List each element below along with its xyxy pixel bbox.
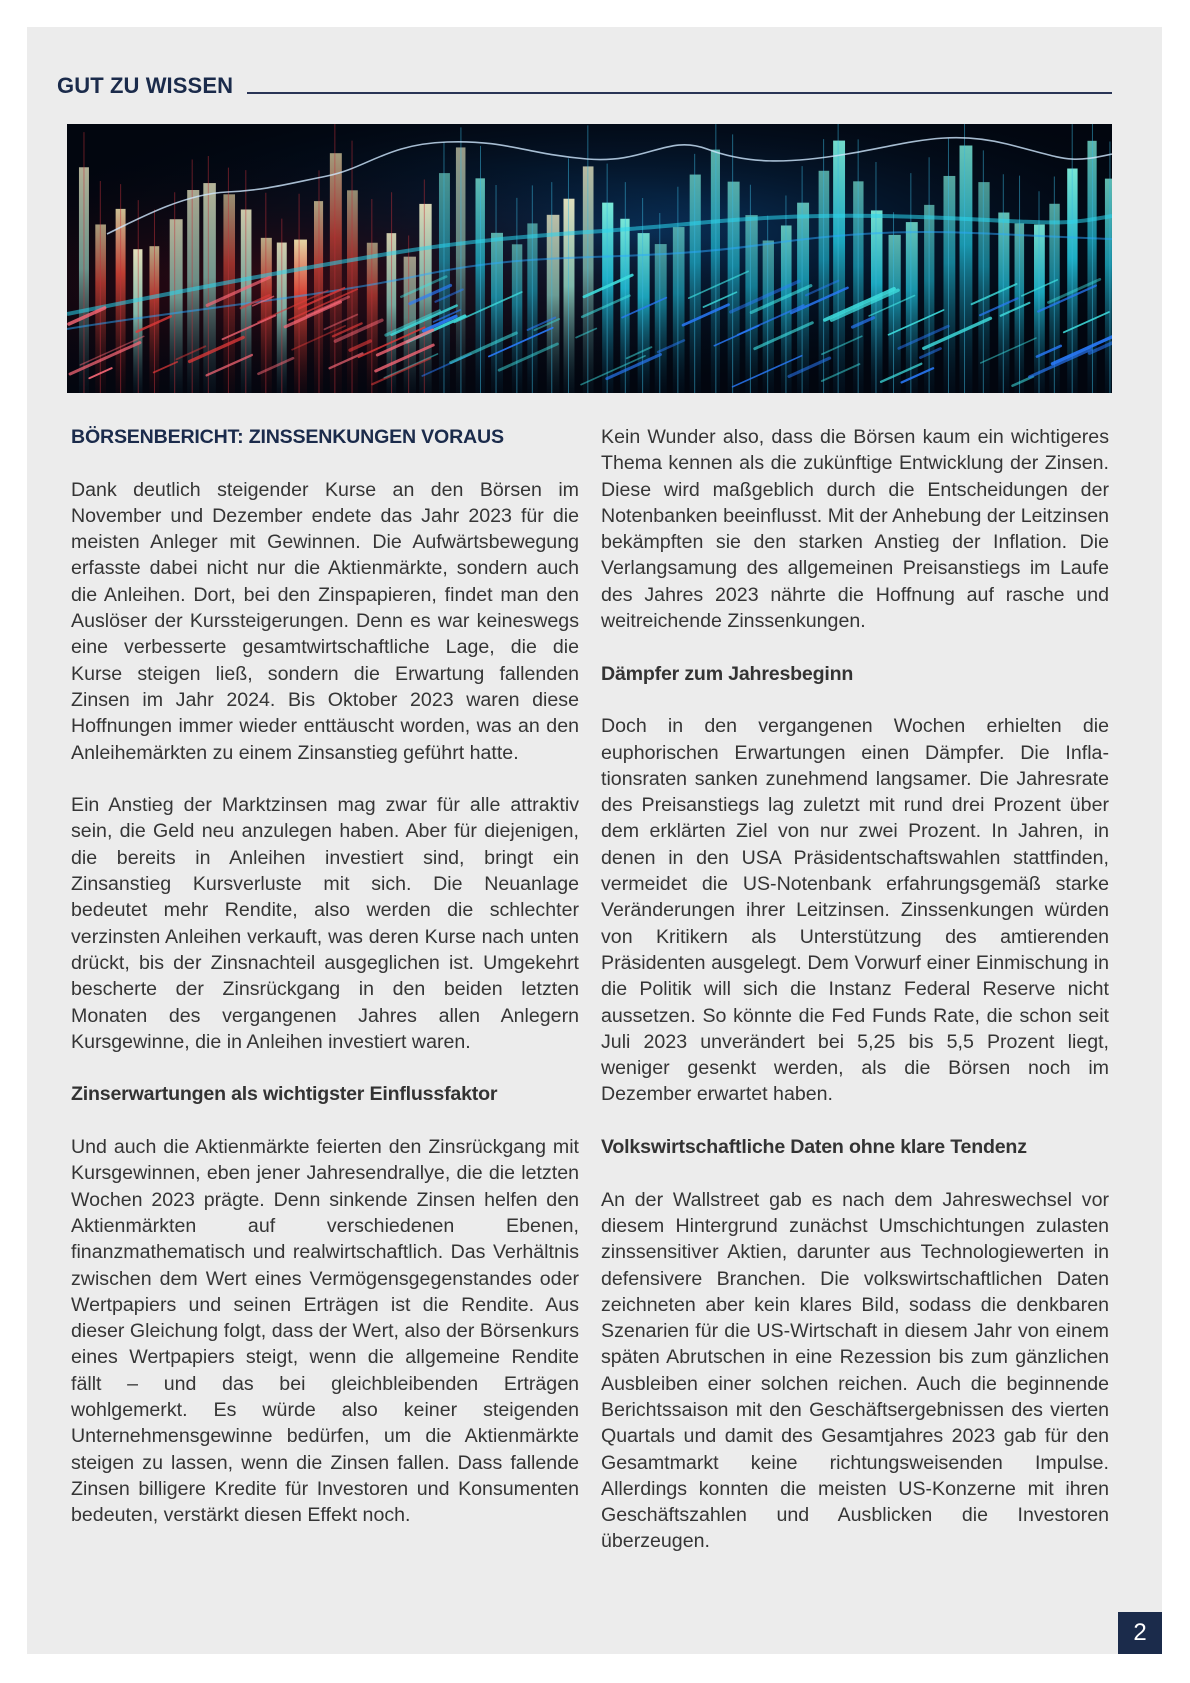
hero-bar: [889, 235, 901, 393]
hero-bar: [690, 175, 701, 393]
page-number: 2: [1118, 1612, 1162, 1654]
article-paragraph: Doch in den vergangenen Wochen erhielten die euphorischen Erwartungen einen Dämpfer. Die Inflationsraten sanken zunehmend langsamer. Die Jahresrate des Preisanstiegs lag zuletzt mit rund drei Prozent über dem erklärten Ziel von nur zwei Prozent. In Jahren, in denen in den USA Präsidentschaftswahlen stattfinden, vermeidet die US-Notenbank erfahrungsgemäß starke Veränderungen ihrer Leitzinsen. Zinssenkungen würden von Kritikern als Unterstützung des amtierenden Präsidenten ausgelegt. Dem Vorwurf einer Einmischung in die Politik will sich die Instanz Federal Reserve nicht aussetzen. So könnte die Fed Funds Rate, die schon seit Juli 2023 unverändert bei 5,25 bis 5,5 Prozent liegt, weniger gesenkt werden, als die Börsen noch im Dezember erwartet haben.: [601, 715, 1109, 1106]
hero-bar: [797, 203, 809, 393]
article-paragraph: Dank deutlich steigender Kurse an den Börsen im November und Dezember endete das Jahr 2023 für die meisten Anleger mit Gewinnen. Die Aufwärtsbewegung erfasste dabei nicht nur die Aktienmärkte, sondern auch die Anleihen. Dort, bei den Zinspapieren, findet man den Auslöser der Kurssteigerungen. Denn es war keineswegs eine verbesserte gesamtwirtschaftliche Lage, die die Kurse steigen ließ, sondern die Erwartung fallenden Zinsen im Jahr 2024. Bis Oktober 2023 waren diese Hoffnungen immer wieder enttäuscht worden, was an den Anleihemärkten zu einem Zinsanstieg geführt hatte.: [71, 478, 579, 764]
hero-bar: [1105, 179, 1112, 393]
hero-bar: [330, 153, 342, 393]
article-paragraph: An der Wallstreet gab es nach dem Jahreswechsel vor diesem Hintergrund zunächst Umschichtungen zulasten zinssensitiver Aktien, darunter aus Technologiewerten in defensivere Branchen. Die volkswirtschaftlichen Daten zeichneten aber kein klares Bild, sodass die denkbaren Szenarien für die US-Wirtschaft in diesem Jahr von einem späten Abrutschen in eine Rezession bis zum gänzlichen Ausbleiben einer solchen reichen. Auch die beginnende Berichtssaison mit den Geschäftsergebnissen des vierten Quartals und damit des Gesamtjahres 2023 gab für den Gesamtmarkt keine richtungsweisenden Impulse. Allerdings konnten die meisten US-Konzerne mit ihren Geschäftszahlen und Ausblicken die Investoren überzeugen.: [601, 1188, 1109, 1553]
hero-bar: [547, 215, 560, 393]
hero-bar: [960, 145, 973, 393]
stock-chart-illustration: [67, 124, 1112, 393]
hero-bar: [170, 219, 183, 393]
article-subheading: Volkswirtschaftliche Daten ohne klare Tendenz: [601, 1136, 1027, 1159]
article-paragraph: Ein Anstieg der Marktzinsen mag zwar für alle attraktiv sein, die Geld neu anzulegen haben. Aber für diejenigen, die bereits in Anleihen investiert sind, bringt ein Zinsanstieg Kursverluste mit sich. Die Neuanlage bedeutet mehr Rendite, also werden die schlechter verzinsten Anleihen verkauft, was deren Kurse nach unten drückt, bis der Zinsnachteil ausgeglichen ist. Umgekehrt bescherte der Zinsrückgang in den beiden letzten Monaten des vergangenen Jahres allen Anlegern Kursgewinne, die in Anleihen investiert waren.: [71, 794, 579, 1053]
article-subheading: Dämpfer zum Jahresbeginn: [601, 662, 854, 685]
hero-bar: [638, 233, 650, 393]
article-title: BÖRSENBERICHT: ZINSSENKUNGEN VORAUS: [71, 426, 504, 448]
hero-bar: [655, 244, 667, 393]
hero-bar: [728, 182, 740, 393]
article-left-column: [71, 424, 579, 1555]
section-divider-line: [247, 92, 1112, 94]
article-right-column: [601, 424, 1109, 1581]
section-label: GUT ZU WISSEN: [57, 73, 234, 98]
hero-bar: [943, 176, 955, 393]
article-paragraph: Und auch die Aktienmärkte feierten den Zinsrückgang mit Kursgewinnen, eben jener Jahresendrallye, die die letzten Wochen 2023 prägte. Denn sinkende Zinsen helfen den Aktienmärkten auf verschiedenen Ebenen, finanzmathematisch und realwirtschaftlich. Das Verhältnis zwischen dem Wert eines Vermögensgegenstandes oder Wertpapiers und seinen Erträgen ist die Rendite. Aus dieser Gleichung folgt, dass der Wert, also der Börsenkurs eines Wertpapiers steigt, wenn die allgemeine Rendite fällt – und das bei gleichbleibenden Erträgen wohlgemerkt. Es würde also keiner steigenden Unternehmensgewinne bedürfen, um die Aktienmärkte steigen zu lassen, wenn die Zinsen fallen. Dass fallende Zinsen billigere Kredite für Investoren und Konsumenten bedeuten, verstärkt diesen Effekt noch.: [71, 1136, 579, 1527]
article-paragraph: Kein Wunder also, dass die Börsen kaum ein wichtigeres Thema kennen als die zukünftige Entwicklung der Zinsen. Diese wird maßgeblich durch die Entscheidungen der Notenbanken beeinflusst. Mit der Anhebung der Leitzinsen bekämpften sie den starken Anstieg der Inflation. Die Verlangsamung des allgemeinen Preisanstiegs im Laufe des Jahres 2023 nährte die Hoffnung auf rasche und weitreichende Zinssenkungen.: [601, 426, 1109, 633]
hero-bar: [833, 141, 845, 393]
hero-image-stock-chart: [67, 124, 1112, 393]
article-subheading: Zinserwartungen als wichtigster Einflussfaktor: [71, 1083, 498, 1106]
section-header: [57, 70, 1112, 98]
